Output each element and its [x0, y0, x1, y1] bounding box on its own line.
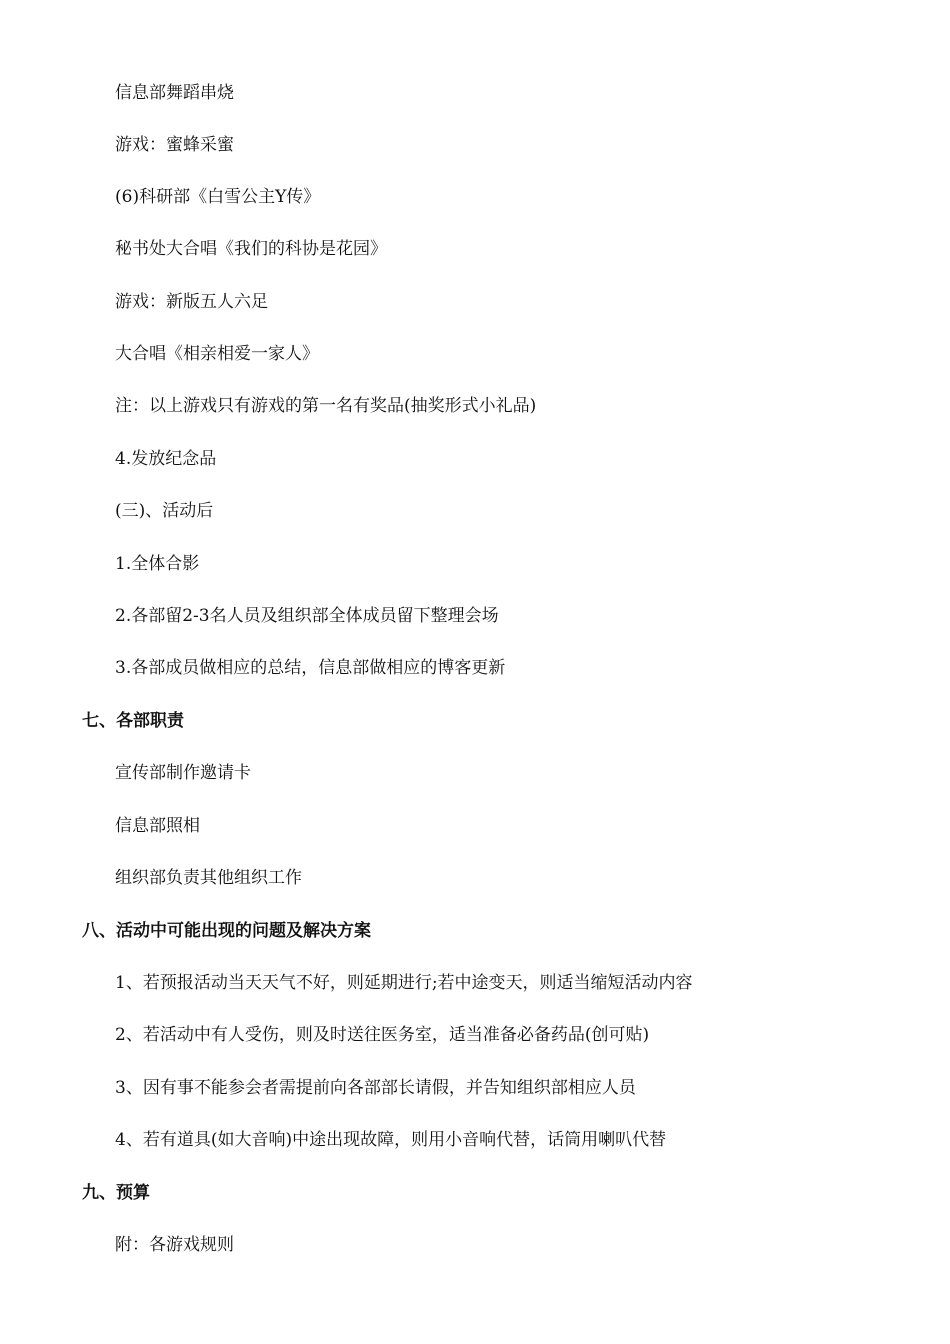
responsibility-organization: 组织部负责其他组织工作	[115, 868, 302, 888]
program-item-research-skit: (6)科研部《白雪公主Y传》	[115, 187, 321, 207]
program-item-game-five-people: 游戏：新版五人六足	[115, 292, 268, 312]
section-heading-responsibilities: 七、各部职责	[82, 711, 184, 731]
section-heading-problems: 八、活动中可能出现的问题及解决方案	[82, 921, 371, 941]
step-cleanup: 2.各部留2-3名人员及组织部全体成员留下整理会场	[115, 606, 499, 626]
appendix-game-rules: 附：各游戏规则	[115, 1235, 234, 1255]
responsibility-publicity: 宣传部制作邀请卡	[115, 763, 251, 783]
program-item-info-dance: 信息部舞蹈串烧	[115, 83, 234, 103]
step-souvenirs: 4.发放纪念品	[115, 449, 217, 469]
responsibility-info: 信息部照相	[115, 816, 200, 836]
step-group-photo: 1.全体合影	[115, 554, 200, 574]
solution-weather: 1、若预报活动当天天气不好，则延期进行;若中途变天，则适当缩短活动内容	[115, 973, 693, 993]
program-item-final-chorus: 大合唱《相亲相爱一家人》	[115, 344, 319, 364]
subsection-after-activity: (三)、活动后	[115, 501, 214, 521]
solution-equipment: 4、若有道具(如大音响)中途出现故障，则用小音响代替，话筒用喇叭代替	[115, 1130, 667, 1150]
step-summary: 3.各部成员做相应的总结，信息部做相应的博客更新	[115, 658, 506, 678]
prize-note: 注：以上游戏只有游戏的第一名有奖品(抽奖形式小礼品)	[115, 396, 537, 416]
program-item-game-bee: 游戏：蜜蜂采蜜	[115, 135, 234, 155]
section-heading-budget: 九、预算	[82, 1183, 150, 1203]
program-item-secretariat-chorus: 秘书处大合唱《我们的科协是花园》	[115, 239, 387, 259]
solution-absence: 3、因有事不能参会者需提前向各部部长请假，并告知组织部相应人员	[115, 1078, 636, 1098]
solution-injury: 2、若活动中有人受伤，则及时送往医务室，适当准备必备药品(创可贴)	[115, 1025, 650, 1045]
